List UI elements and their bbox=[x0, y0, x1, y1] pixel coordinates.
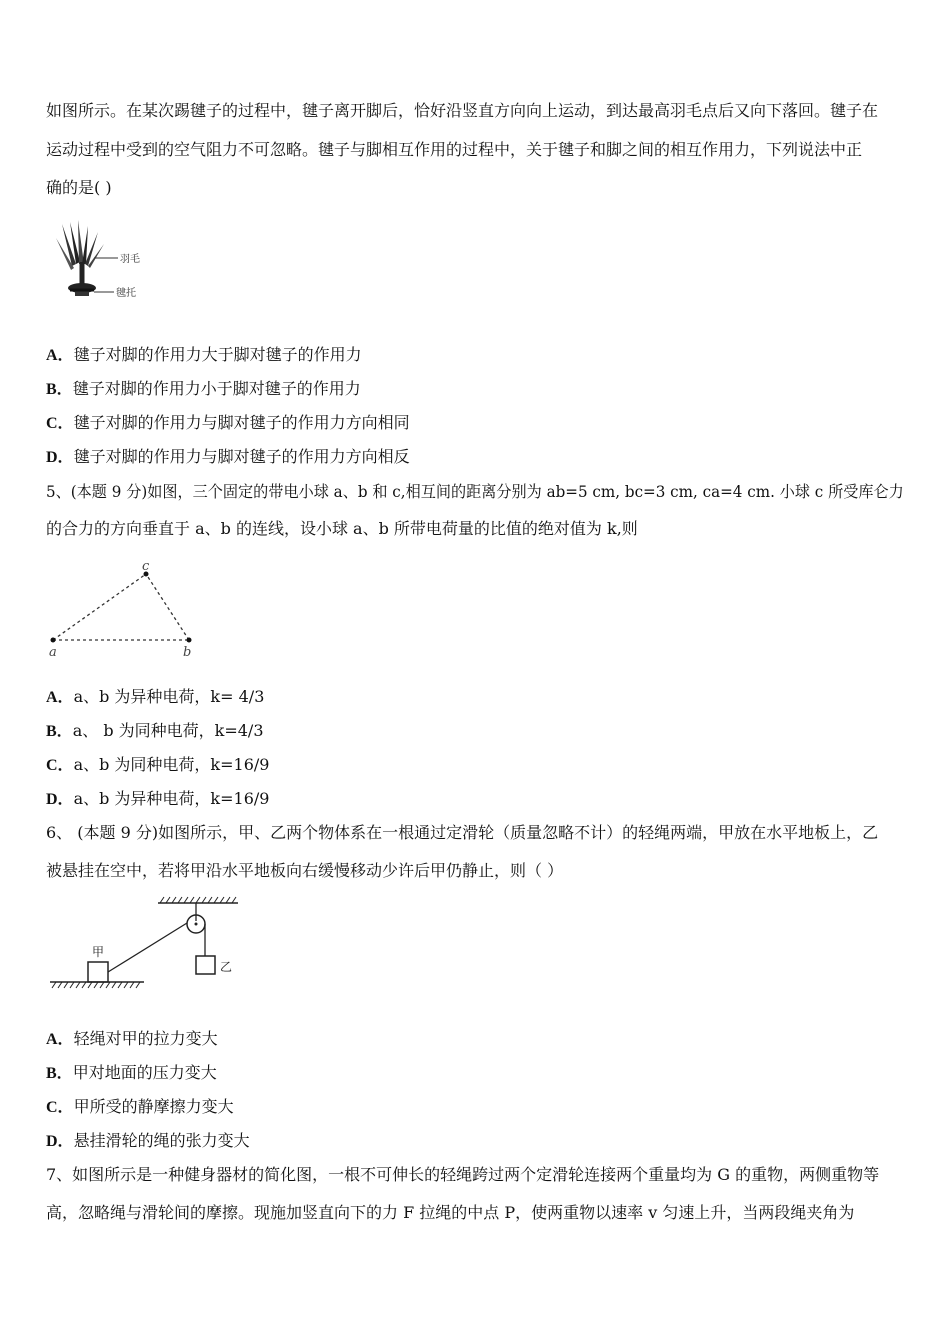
ball-b bbox=[187, 638, 192, 643]
floor-hatch bbox=[50, 982, 144, 988]
triangle-abc-figure bbox=[44, 558, 204, 662]
q6-stem-line-1: 6、 (本题 9 分)如图所示，甲、乙两个物体系在一根通过定滑轮（质量忽略不计）的轻绳两端，甲放在水平地板上，乙 bbox=[46, 823, 879, 842]
q6-option-c: C．甲所受的静摩擦力变大 bbox=[46, 1097, 234, 1116]
ceiling-hatch bbox=[158, 897, 238, 903]
label-jia: 甲 bbox=[92, 945, 105, 959]
feather-drawing bbox=[56, 220, 104, 284]
segment-ca bbox=[53, 574, 146, 640]
q7-stem-line-2: 高，忽略绳与滑轮间的摩擦。现施加竖直向下的力 F 拉绳的中点 P，使两重物以速率 v 匀速上升，当两段绳夹角为 bbox=[46, 1203, 855, 1222]
label-b: b bbox=[183, 645, 192, 660]
q6-option-a: A．轻绳对甲的拉力变大 bbox=[46, 1029, 218, 1048]
label-c: c bbox=[142, 559, 150, 574]
feather-label: 羽毛 bbox=[120, 254, 140, 265]
q4-option-b: B．毽子对脚的作用力小于脚对毽子的作用力 bbox=[46, 379, 361, 398]
rope-to-jia bbox=[108, 923, 187, 972]
q4-option-c: C．毽子对脚的作用力与脚对毽子的作用力方向相同 bbox=[46, 413, 410, 432]
q5-option-a: A．a、b 为异种电荷，k= 4/3 bbox=[46, 687, 265, 706]
block-yi bbox=[196, 956, 215, 974]
q4-option-a: A．毽子对脚的作用力大于脚对毽子的作用力 bbox=[46, 345, 362, 364]
q5-option-c: C．a、b 为同种电荷，k=16/9 bbox=[46, 755, 270, 774]
shuttlecock-figure bbox=[48, 218, 158, 308]
q5-option-b: B．a、 b 为同种电荷，k=4/3 bbox=[46, 721, 264, 740]
q4-stem-line-2: 运动过程中受到的空气阻力不可忽略。毽子与脚相互作用的过程中，关于毽子和脚之间的相互作用力，下列说法中正 bbox=[46, 140, 863, 159]
q5-stem-line-2: 的合力的方向垂直于 a、b 的连线，设小球 a、b 所带电荷量的比值的绝对值为 k,则 bbox=[46, 519, 638, 538]
block-jia bbox=[88, 962, 108, 982]
q5-stem-line-1: 5、(本题 9 分)如图，三个固定的带电小球 a、b 和 c,相互间的距离分别为 ab=5 cm, bc=3 cm, ca=4 cm. 小球 c 所受库仑力 bbox=[46, 482, 904, 501]
q6-option-d: D．悬挂滑轮的绳的张力变大 bbox=[46, 1131, 250, 1150]
q4-stem-line-3: 确的是( ) bbox=[46, 178, 112, 197]
pulley-figure bbox=[46, 893, 246, 993]
q6-option-b: B．甲对地面的压力变大 bbox=[46, 1063, 217, 1082]
label-a: a bbox=[49, 645, 57, 660]
q4-stem-line-1: 如图所示。在某次踢毽子的过程中，毽子离开脚后，恰好沿竖直方向向上运动，到达最高羽毛点后又向下落回。毽子在 bbox=[46, 101, 879, 120]
label-yi: 乙 bbox=[220, 960, 233, 974]
q5-option-d: D．a、b 为异种电荷，k=16/9 bbox=[46, 789, 270, 808]
ball-a bbox=[51, 638, 56, 643]
segment-bc bbox=[146, 574, 189, 640]
q7-stem-line-1: 7、如图所示是一种健身器材的简化图，一根不可伸长的轻绳跨过两个定滑轮连接两个重量均为 G 的重物，两侧重物等 bbox=[46, 1165, 880, 1184]
base-drawing bbox=[68, 283, 96, 296]
q4-option-d: D．毽子对脚的作用力与脚对毽子的作用力方向相反 bbox=[46, 447, 410, 466]
base-label: 毽托 bbox=[116, 288, 136, 299]
q6-stem-line-2: 被悬挂在空中，若将甲沿水平地板向右缓慢移动少许后甲仍静止，则（ ） bbox=[46, 861, 564, 880]
